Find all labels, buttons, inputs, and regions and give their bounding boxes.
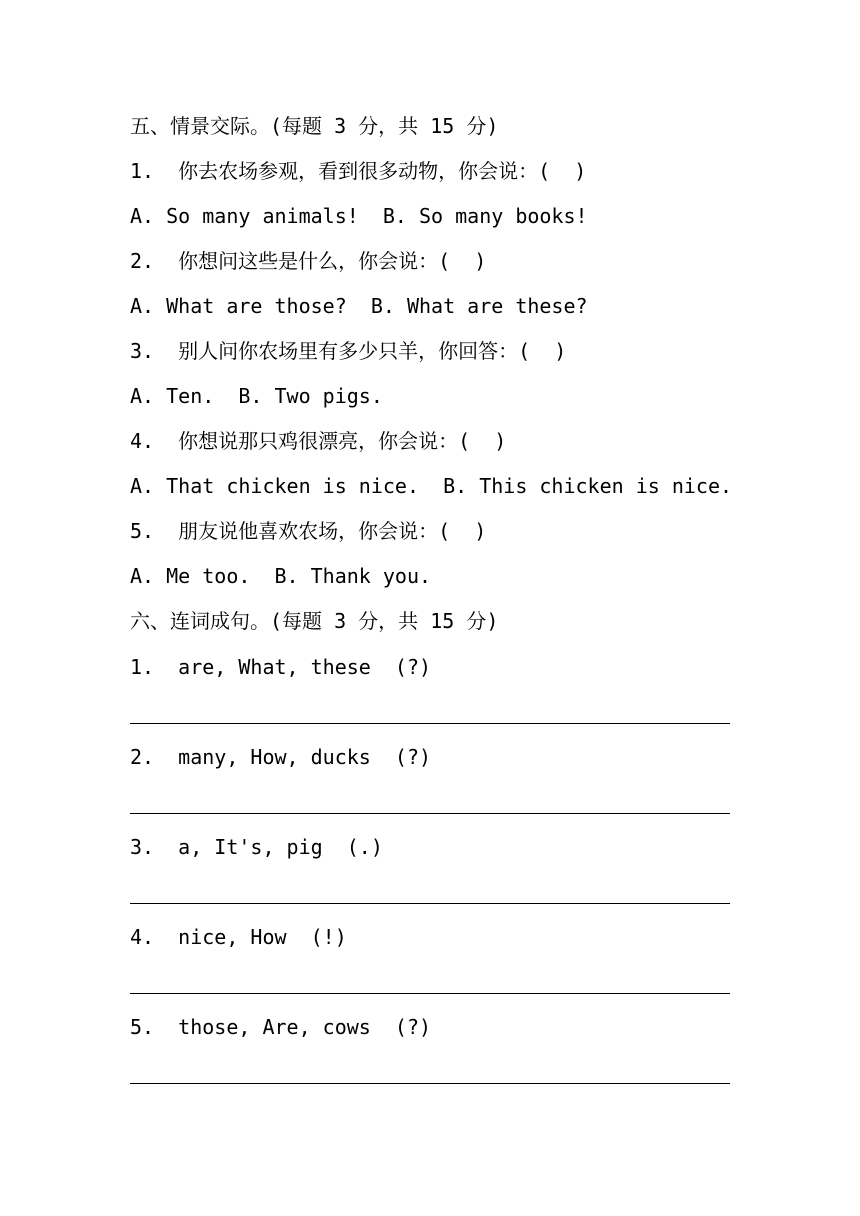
question-4-stem: 4. 你想说那只鸡很漂亮，你会说：( ) (130, 429, 507, 453)
question-5-stem: 5. 朋友说他喜欢农场，你会说：( ) (130, 519, 487, 543)
question-4-options: A. That chicken is nice. B. This chicken is nice. (130, 474, 733, 498)
question-1-stem: 1. 你去农场参观，看到很多动物，你会说：( ) (130, 159, 587, 183)
answer-line-1 (130, 723, 730, 724)
sentence-item-2: 2. many, How, ducks (?) (130, 745, 432, 769)
sentence-item-4: 4. nice, How (!) (130, 925, 347, 949)
section-6-heading: 六、连词成句。(每题 3 分，共 15 分) (130, 609, 499, 633)
section-5-heading: 五、情景交际。(每题 3 分，共 15 分) (130, 114, 499, 138)
question-1-options: A. So many animals! B. So many books! (130, 204, 588, 228)
question-5-options: A. Me too. B. Thank you. (130, 564, 432, 588)
answer-line-2 (130, 813, 730, 814)
answer-line-4 (130, 993, 730, 994)
answer-line-5 (130, 1083, 730, 1084)
sentence-item-3: 3. a, It's, pig (.) (130, 835, 383, 859)
sentence-item-5: 5. those, Are, cows (?) (130, 1015, 432, 1039)
question-3-options: A. Ten. B. Two pigs. (130, 384, 383, 408)
question-2-stem: 2. 你想问这些是什么，你会说：( ) (130, 249, 487, 273)
sentence-item-1: 1. are, What, these (?) (130, 655, 432, 679)
question-3-stem: 3. 别人问你农场里有多少只羊，你回答：( ) (130, 339, 567, 363)
question-2-options: A. What are those? B. What are these? (130, 294, 588, 318)
answer-line-3 (130, 903, 730, 904)
